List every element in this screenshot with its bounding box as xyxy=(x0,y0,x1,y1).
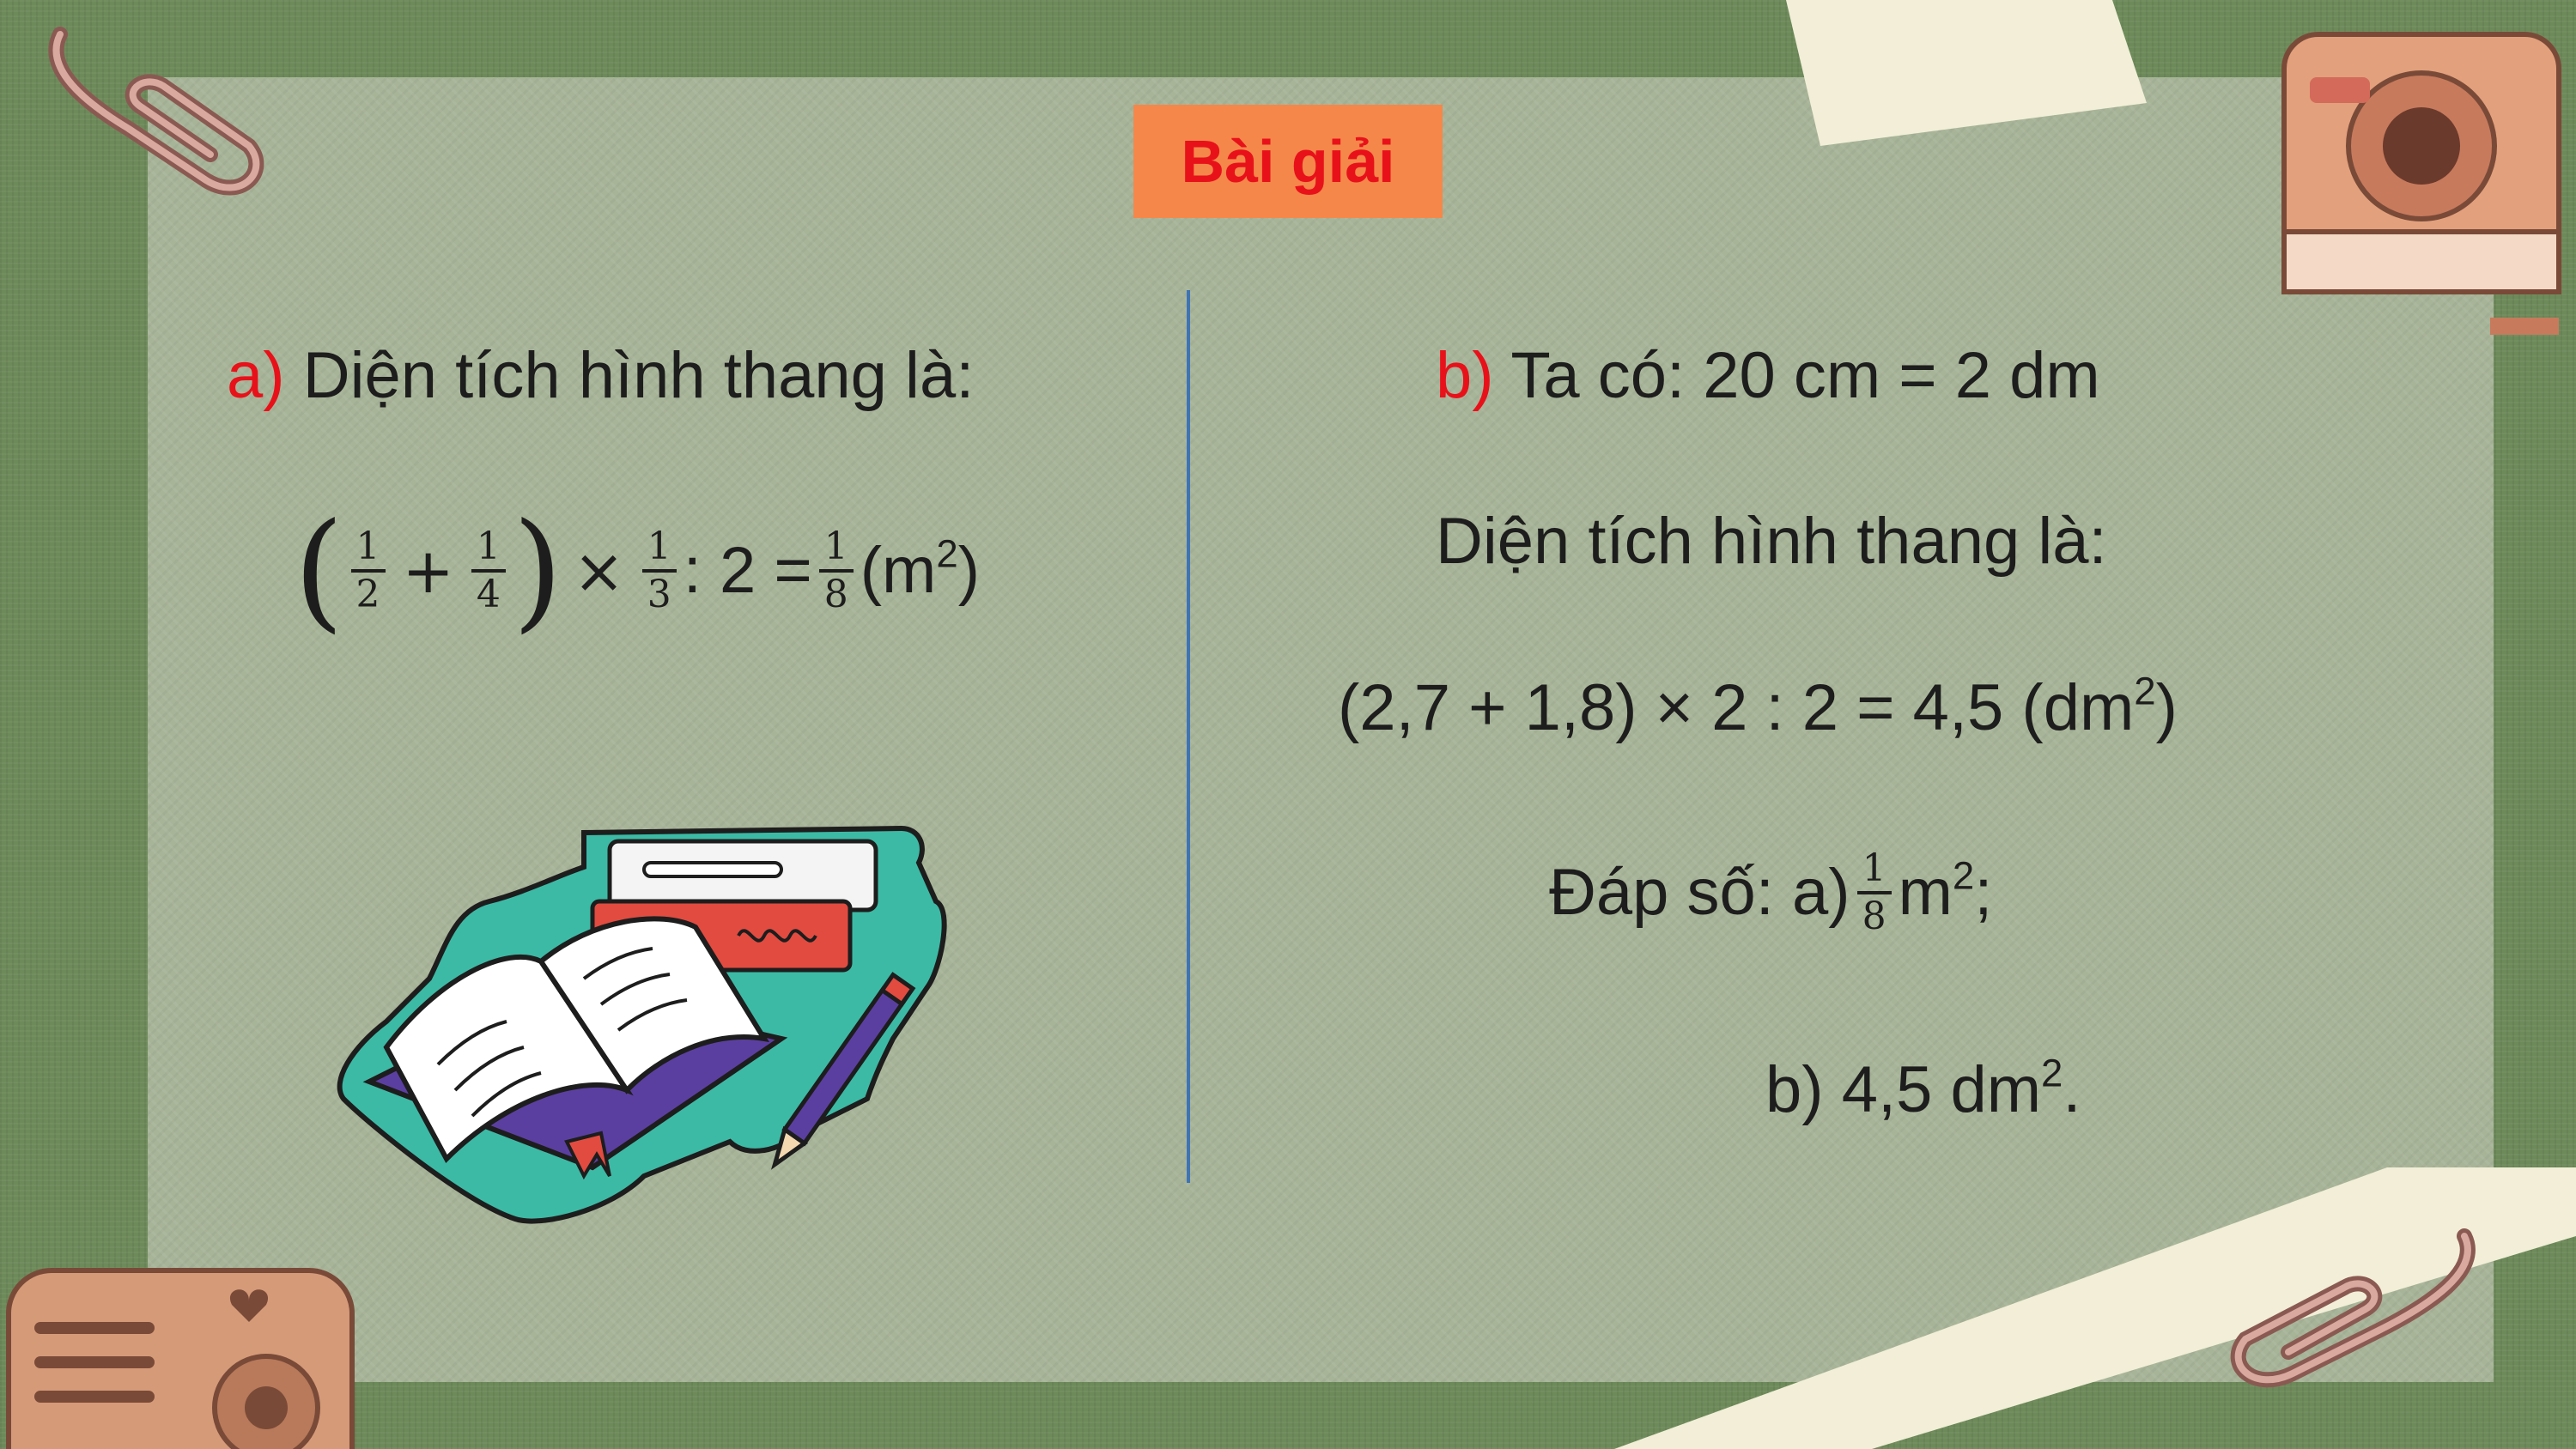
fraction-quarter: $\frac{1}{4}$ xyxy=(471,528,506,614)
fraction-half: $\frac{1}{2}$ xyxy=(351,528,386,614)
paperclip-top-left-icon xyxy=(34,0,275,215)
title-badge xyxy=(1133,105,1443,218)
right-statement: Diện tích hình thang là: xyxy=(1436,505,2107,578)
books-illustration xyxy=(335,815,953,1236)
tape-top-icon xyxy=(1786,0,2147,155)
close-paren: ) xyxy=(512,496,563,646)
camera-top-right-icon xyxy=(2267,0,2576,361)
answer-a xyxy=(1549,846,1993,938)
right-conversion-text: Ta có: 20 cm = 2 dm xyxy=(1493,339,2100,412)
right-calculation: (2,7 + 1,8) × 2 : 2 = 4,5 $(dm^2)$ xyxy=(1338,669,2178,744)
open-paren: ( xyxy=(294,496,344,646)
formula-unit: $(m^2)$ xyxy=(860,531,981,607)
column-divider xyxy=(1187,290,1190,1183)
right-prefix: b) xyxy=(1436,339,1494,412)
left-statement xyxy=(227,339,975,412)
right-conversion xyxy=(1436,339,2100,412)
left-prefix: a) xyxy=(227,339,285,412)
left-statement-text: Diện tích hình thang là: xyxy=(284,339,975,412)
answer-b: b) 4,5 $dm^2$. xyxy=(1765,1051,2081,1126)
answer-label: Đáp số: a) xyxy=(1549,856,1850,929)
answer-fraction: $\frac{1}{8}$ xyxy=(1857,850,1892,936)
left-formula: ( $\frac{1}{2}$ + $\frac{1}{4}$ ) × $\frac{1}{3}$ : 2 = $\frac{1}{8}$ $(m^2)$ xyxy=(294,496,981,646)
formula-mid: : 2 = xyxy=(683,534,812,607)
answer-a-unit: $m^2$; xyxy=(1898,853,1993,929)
title-text: Bài giải xyxy=(1181,128,1395,195)
fraction-third: $\frac{1}{3}$ xyxy=(642,528,677,614)
fraction-eighth: $\frac{1}{8}$ xyxy=(819,528,854,614)
paperclip-bottom-right-icon xyxy=(2207,1202,2490,1408)
radio-bottom-left-icon xyxy=(0,1236,361,1449)
